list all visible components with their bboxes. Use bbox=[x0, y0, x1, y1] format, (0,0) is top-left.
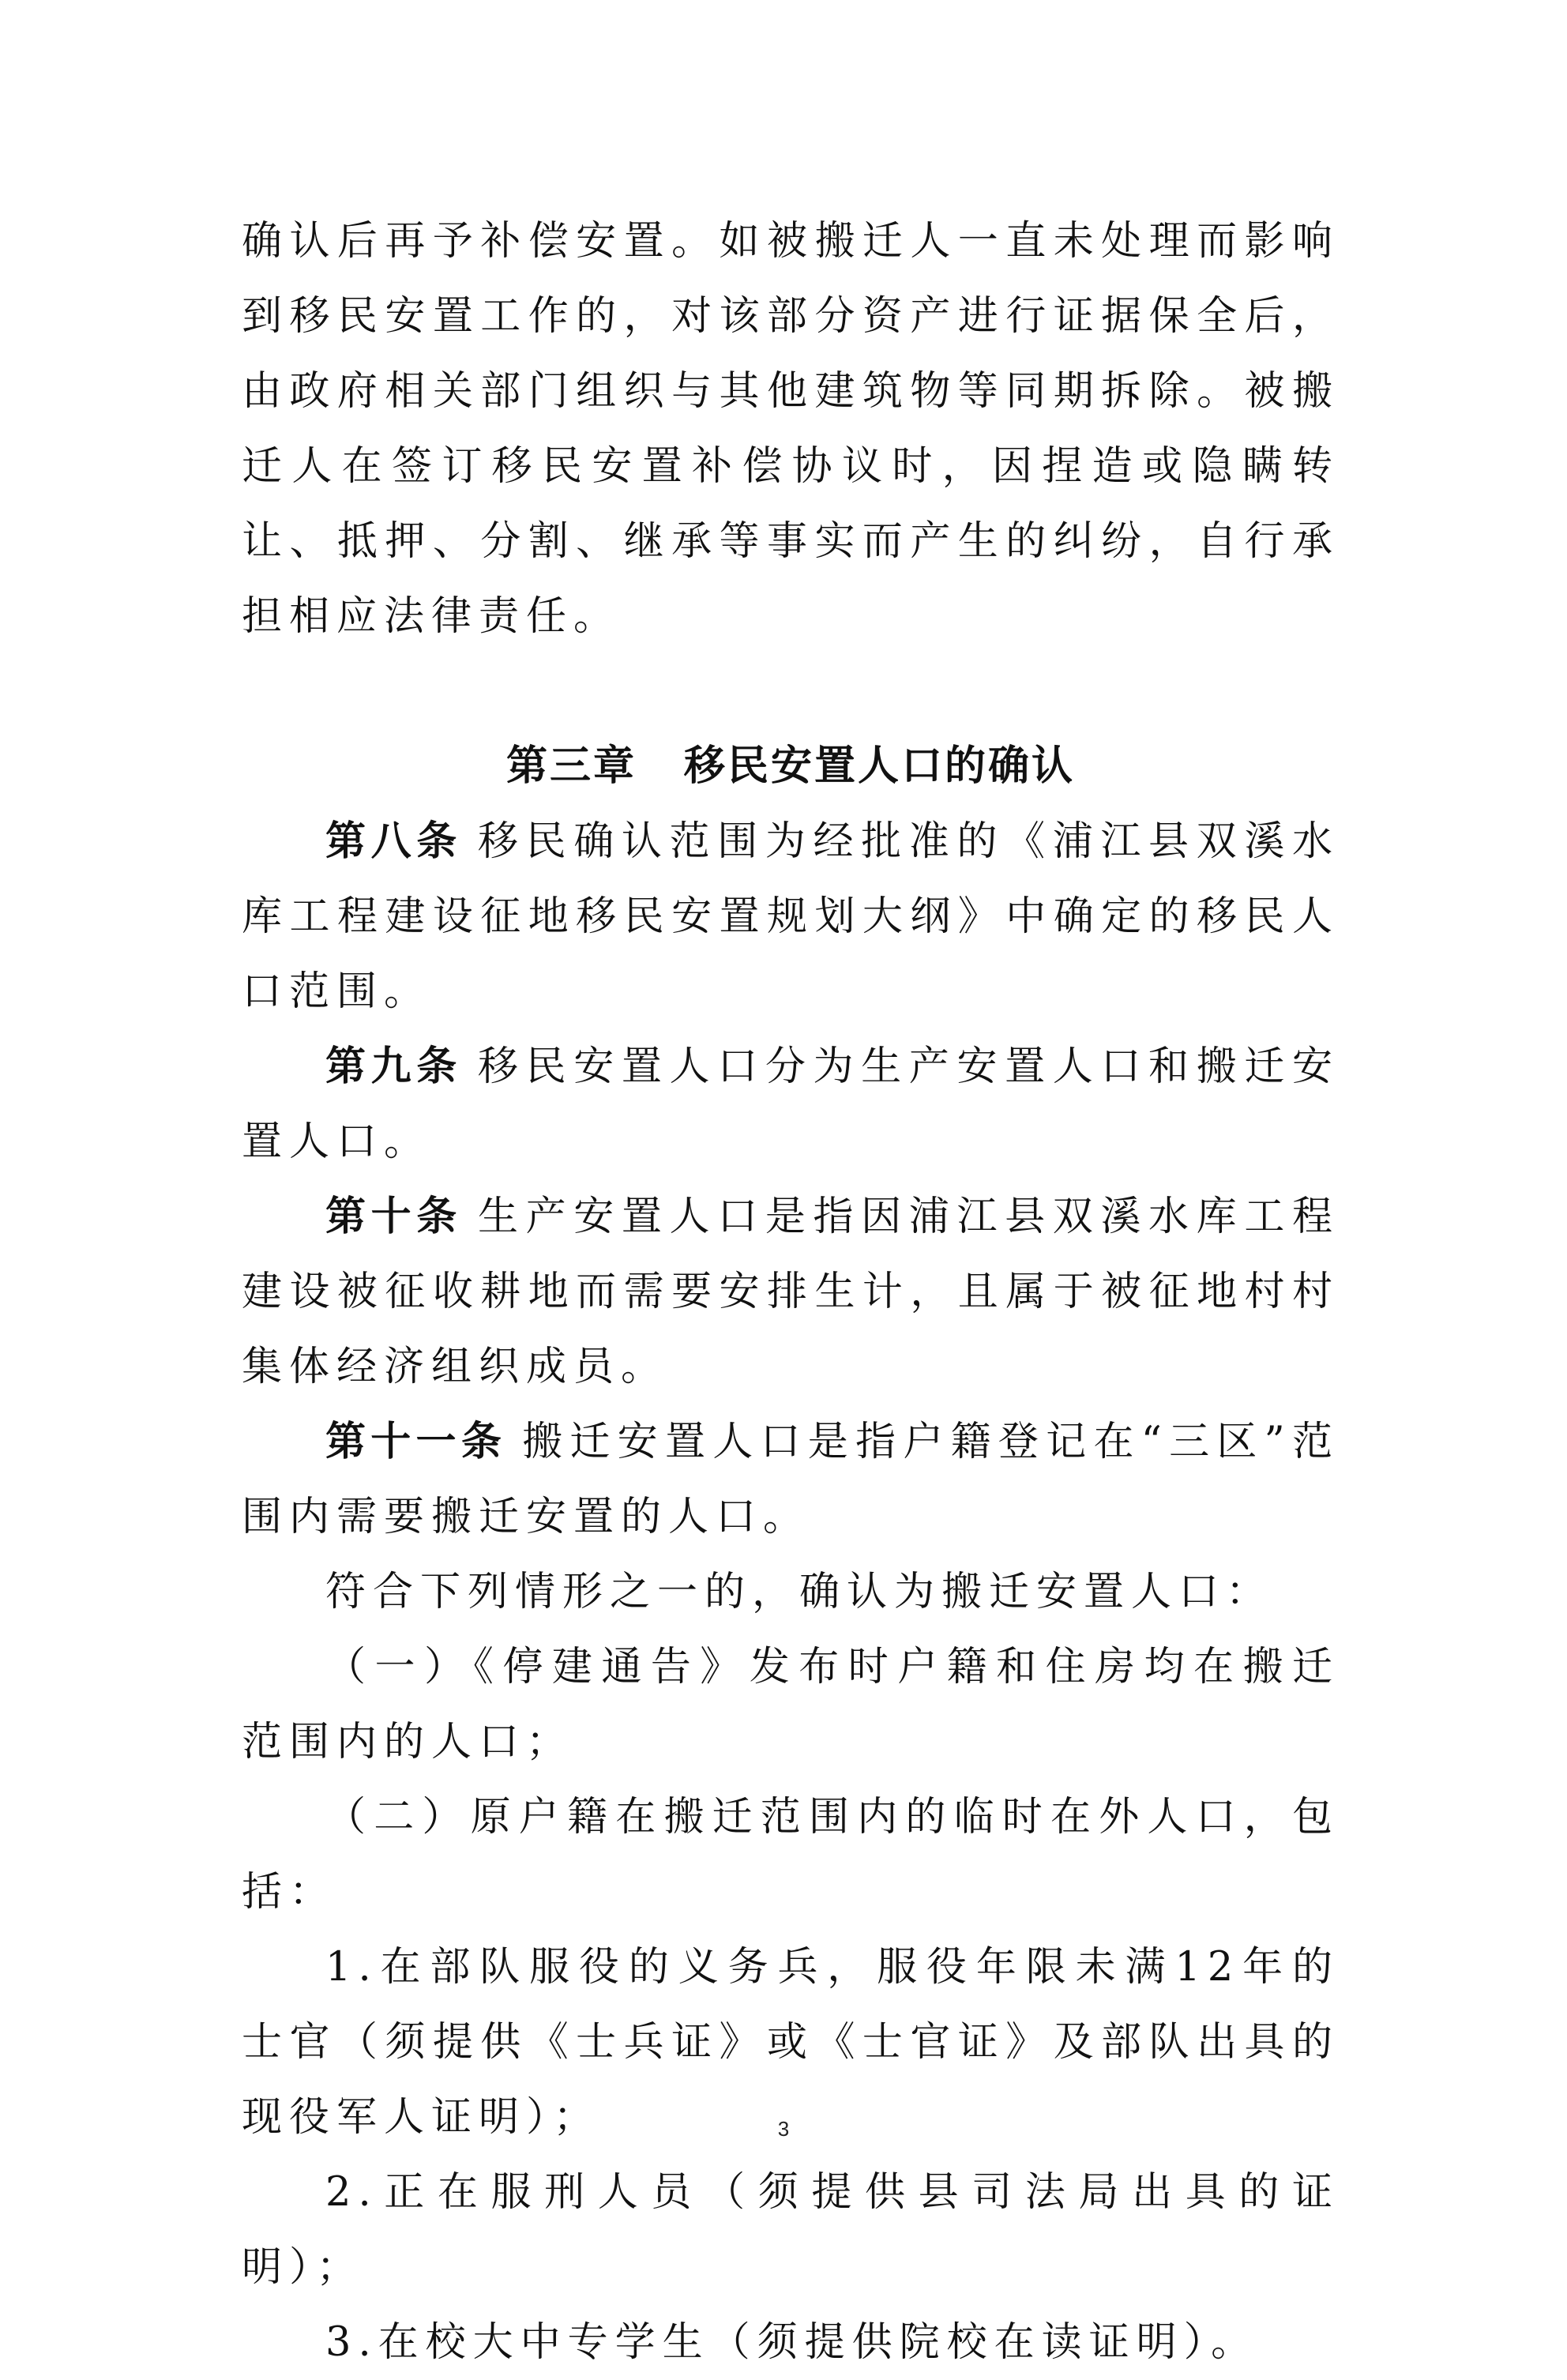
sub-item-3: 3.在校大中专学生（须提供院校在读证明）。 bbox=[325, 2319, 1259, 2366]
article-text: 移民确认范围为经批准的《浦江县双溪水库工程建设征地移民安置规划大纲》中确定的移民人口范围。 bbox=[242, 818, 1340, 1015]
intro-paragraph: 确认后再予补偿安置。如被搬迁人一直未处理而影响到移民安置工作的，对该部分资产进行证据保全后，由政府相关部门组织与其他建筑物等同期拆除。被搬迁人在签订移民安置补偿协议时，因捏造或隐瞒转让、抵押、分割、继承等事实而产生的纠纷，自行承担相应法律责任。 bbox=[242, 218, 1340, 640]
chapter-number: 第三章 bbox=[505, 743, 637, 790]
article-9 bbox=[242, 1029, 1340, 1179]
article-11 bbox=[242, 1404, 1340, 1555]
article-text: 移民安置人口分为生产安置人口和搬迁安置人口。 bbox=[242, 1043, 1340, 1165]
section-spacer bbox=[242, 654, 1340, 729]
article-text: 生产安置人口是指因浦江县双溪水库工程建设被征收耕地而需要安排生计，且属于被征地村村集体经济组织成员。 bbox=[242, 1194, 1340, 1390]
page-number: 3 bbox=[777, 2117, 790, 2141]
article-label: 第十条 bbox=[325, 1194, 462, 1240]
chapter-heading bbox=[242, 729, 1340, 804]
article-10 bbox=[242, 1179, 1340, 1404]
article-label: 第八条 bbox=[325, 818, 462, 865]
article-label: 第九条 bbox=[325, 1043, 462, 1090]
criteria-intro: 符合下列情形之一的，确认为搬迁安置人口： bbox=[325, 1569, 1274, 1615]
sub-item-2: 2.正在服刑人员（须提供县司法局出具的证明）； bbox=[242, 2169, 1340, 2291]
chapter-title: 移民安置人口的确认 bbox=[684, 743, 1076, 790]
article-label: 第十一条 bbox=[325, 1419, 507, 1465]
article-8 bbox=[242, 804, 1340, 1029]
article-text: 搬迁安置人口是指户籍登记在“三区”范围内需要搬迁安置的人口。 bbox=[242, 1419, 1340, 1540]
criteria-item-2: （二）原户籍在搬迁范围内的临时在外人口，包括： bbox=[242, 1794, 1340, 1916]
sub-item-1: 1.在部队服役的义务兵，服役年限未满12年的士官（须提供《士兵证》或《士官证》及部队出具的现役军人证明）； bbox=[242, 1944, 1340, 2141]
criteria-item-1: （一）《停建通告》发布时户籍和住房均在搬迁范围内的人口； bbox=[242, 1644, 1340, 1765]
document-body bbox=[242, 204, 1340, 2380]
